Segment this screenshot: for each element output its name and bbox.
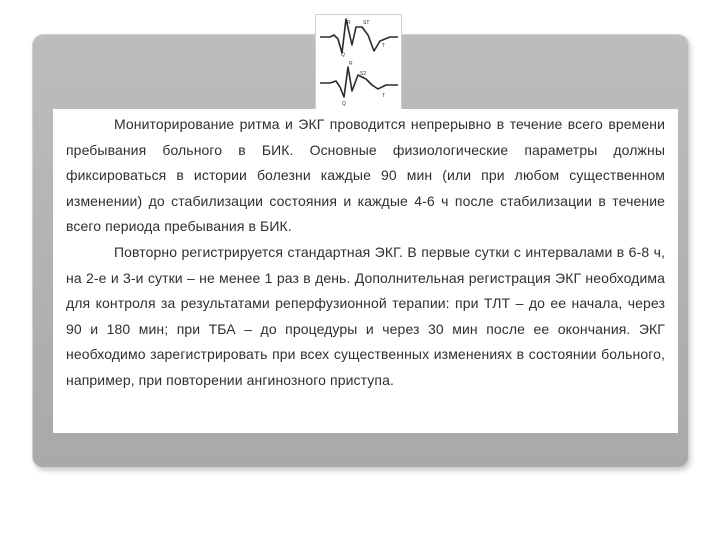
ecg-label: T [382, 43, 386, 49]
ecg-trace-upper [320, 19, 398, 53]
ecg-label: R [349, 61, 353, 67]
ecg-label: R [347, 20, 351, 26]
body-text [66, 112, 665, 394]
ecg-figure [315, 14, 402, 110]
paragraph-monitoring: Мониторирование ритма и ЭКГ проводится непрерывно в течение всего времени пребывания больного в БИК. Основные физиологические параметры должны фиксироваться в истории болезни каждые 90 мин (или при любом существенном изменении) до стабилизации состояния и каждые 4-6 ч после стабилизации в течение всего периода пребывания в БИК. [66, 116, 665, 235]
ecg-label: T [382, 93, 386, 99]
ecg-traces [316, 15, 401, 109]
ecg-trace-lower [320, 67, 398, 97]
text-panel [53, 109, 678, 433]
ecg-label: Q [341, 52, 345, 58]
ecg-label: S2 [360, 71, 367, 77]
ecg-label: Q [342, 101, 346, 107]
paragraph-ecg-registration: Повторно регистрируется стандартная ЭКГ. В первые сутки с интервалами в 6-8 ч, на 2-е и 3-и сутки – не менее 1 раз в день. Дополнительная регистрация ЭКГ необходима для контроля за результатами реперфузионной терапии: при ТЛТ – до ее начала, через 90 и 180 мин; при ТБА – до процедуры и через 30 мин после ее окончания. ЭКГ необходимо зарегистрировать при всех существенных изменениях в состоянии больного, например, при повторении ангинозного приступа. [66, 243, 665, 388]
ecg-label: ST [363, 20, 370, 26]
